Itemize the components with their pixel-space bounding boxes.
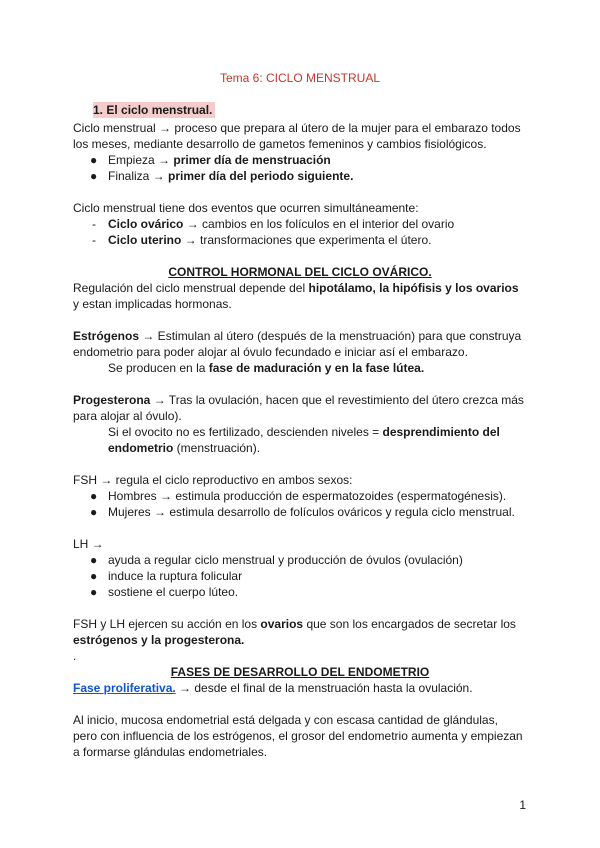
- stray-dot: .: [73, 649, 77, 663]
- fase-proliferativa-line: Fase proliferativa. → desde el final de la menstruación hasta la ovulación.: [73, 681, 473, 695]
- endometrio-para-line-2: pero con influencia de los estrógenos, el grosor del endometrio aumenta y empiezan: [73, 729, 523, 743]
- estrogenos-line-1: Estrógenos → Estimulan al útero (después de la menstruación) para que construya: [73, 329, 522, 343]
- lh-intro: LH →: [73, 537, 104, 551]
- bullet-icon: ●: [90, 153, 98, 167]
- fsh-lh-line-1: FSH y LH ejercen su acción en los ovarios que son los encargados de secretar los: [73, 617, 516, 631]
- progesterona-line-1: Progesterona → Tras la ovulación, hacen que el revestimiento del útero crezca más: [73, 393, 524, 407]
- fsh-bullet-hombres: Hombres → estimula producción de espermatozoides (espermatogénesis).: [108, 489, 507, 503]
- lh-bullet-3: sostiene el cuerpo lúteo.: [108, 585, 239, 599]
- progesterona-line-2: para alojar al óvulo).: [73, 409, 182, 423]
- lh-bullet-1: ayuda a regular ciclo menstrual y producción de óvulos (ovulación): [108, 553, 463, 567]
- dash-marker: -: [92, 217, 96, 231]
- fsh-bullet-mujeres: Mujeres → estimula desarrollo de folículos ováricos y regula ciclo menstrual.: [108, 505, 515, 519]
- intro-line-2: los meses, mediante desarrollo de gametos femeninos y cambios fisiológicos.: [73, 137, 487, 151]
- event-ciclo-uterino: Ciclo uterino → transformaciones que experimenta el útero.: [108, 233, 432, 247]
- bullet-icon: ●: [90, 553, 98, 567]
- page-number: 1: [519, 798, 526, 812]
- events-intro: Ciclo menstrual tiene dos eventos que ocurren simultáneamente:: [73, 201, 419, 215]
- bullet-finaliza: Finaliza → primer día del periodo siguiente.: [108, 169, 354, 183]
- progesterona-line-4: endometrio (menstruación).: [108, 441, 261, 455]
- progesterona-line-3: Si el ovocito no es fertilizado, descienden niveles = desprendimiento del: [108, 425, 500, 439]
- endometrio-para-line-1: Al inicio, mucosa endometrial está delgada y con escasa cantidad de glándulas,: [73, 713, 498, 727]
- fase-proliferativa-link[interactable]: Fase proliferativa.: [73, 681, 176, 695]
- bullet-empieza: Empieza → primer día de menstruación: [108, 153, 331, 167]
- endometrio-para-line-3: a formarse glándulas endometriales.: [73, 745, 268, 759]
- intro-line-1: Ciclo menstrual → proceso que prepara al útero de la mujer para el embarazo todos: [73, 121, 521, 135]
- heading-fases-endometrio: FASES DE DESARROLLO DEL ENDOMETRIO: [170, 665, 430, 679]
- regulation-line-1: Regulación del ciclo menstrual depende del hipotálamo, la hipófisis y los ovarios: [73, 281, 519, 295]
- estrogenos-line-2: endometrio para poder alojar al óvulo fecundado e iniciar así el embarazo.: [73, 345, 468, 359]
- section-heading-ciclo-menstrual: 1. El ciclo menstrual.: [93, 102, 215, 118]
- bullet-icon: ●: [90, 505, 98, 519]
- bullet-icon: ●: [90, 569, 98, 583]
- estrogenos-line-3: Se producen en la fase de maduración y en la fase lútea.: [108, 361, 425, 375]
- dash-marker: -: [92, 233, 96, 247]
- page-title: Tema 6: CICLO MENSTRUAL: [219, 71, 381, 85]
- fsh-intro: FSH → regula el ciclo reproductivo en ambos sexos:: [73, 473, 353, 487]
- event-ciclo-ovarico: Ciclo ovárico → cambios en los folículos en el interior del ovario: [108, 217, 455, 231]
- regulation-line-2: y estan implicadas hormonas.: [73, 297, 232, 311]
- bullet-icon: ●: [90, 489, 98, 503]
- fsh-lh-line-2: estrógenos y la progesterona.: [73, 633, 245, 647]
- lh-bullet-2: induce la ruptura folicular: [108, 569, 243, 583]
- bullet-icon: ●: [90, 169, 98, 183]
- bullet-icon: ●: [90, 585, 98, 599]
- heading-control-hormonal: CONTROL HORMONAL DEL CICLO OVÁRICO.: [168, 265, 432, 279]
